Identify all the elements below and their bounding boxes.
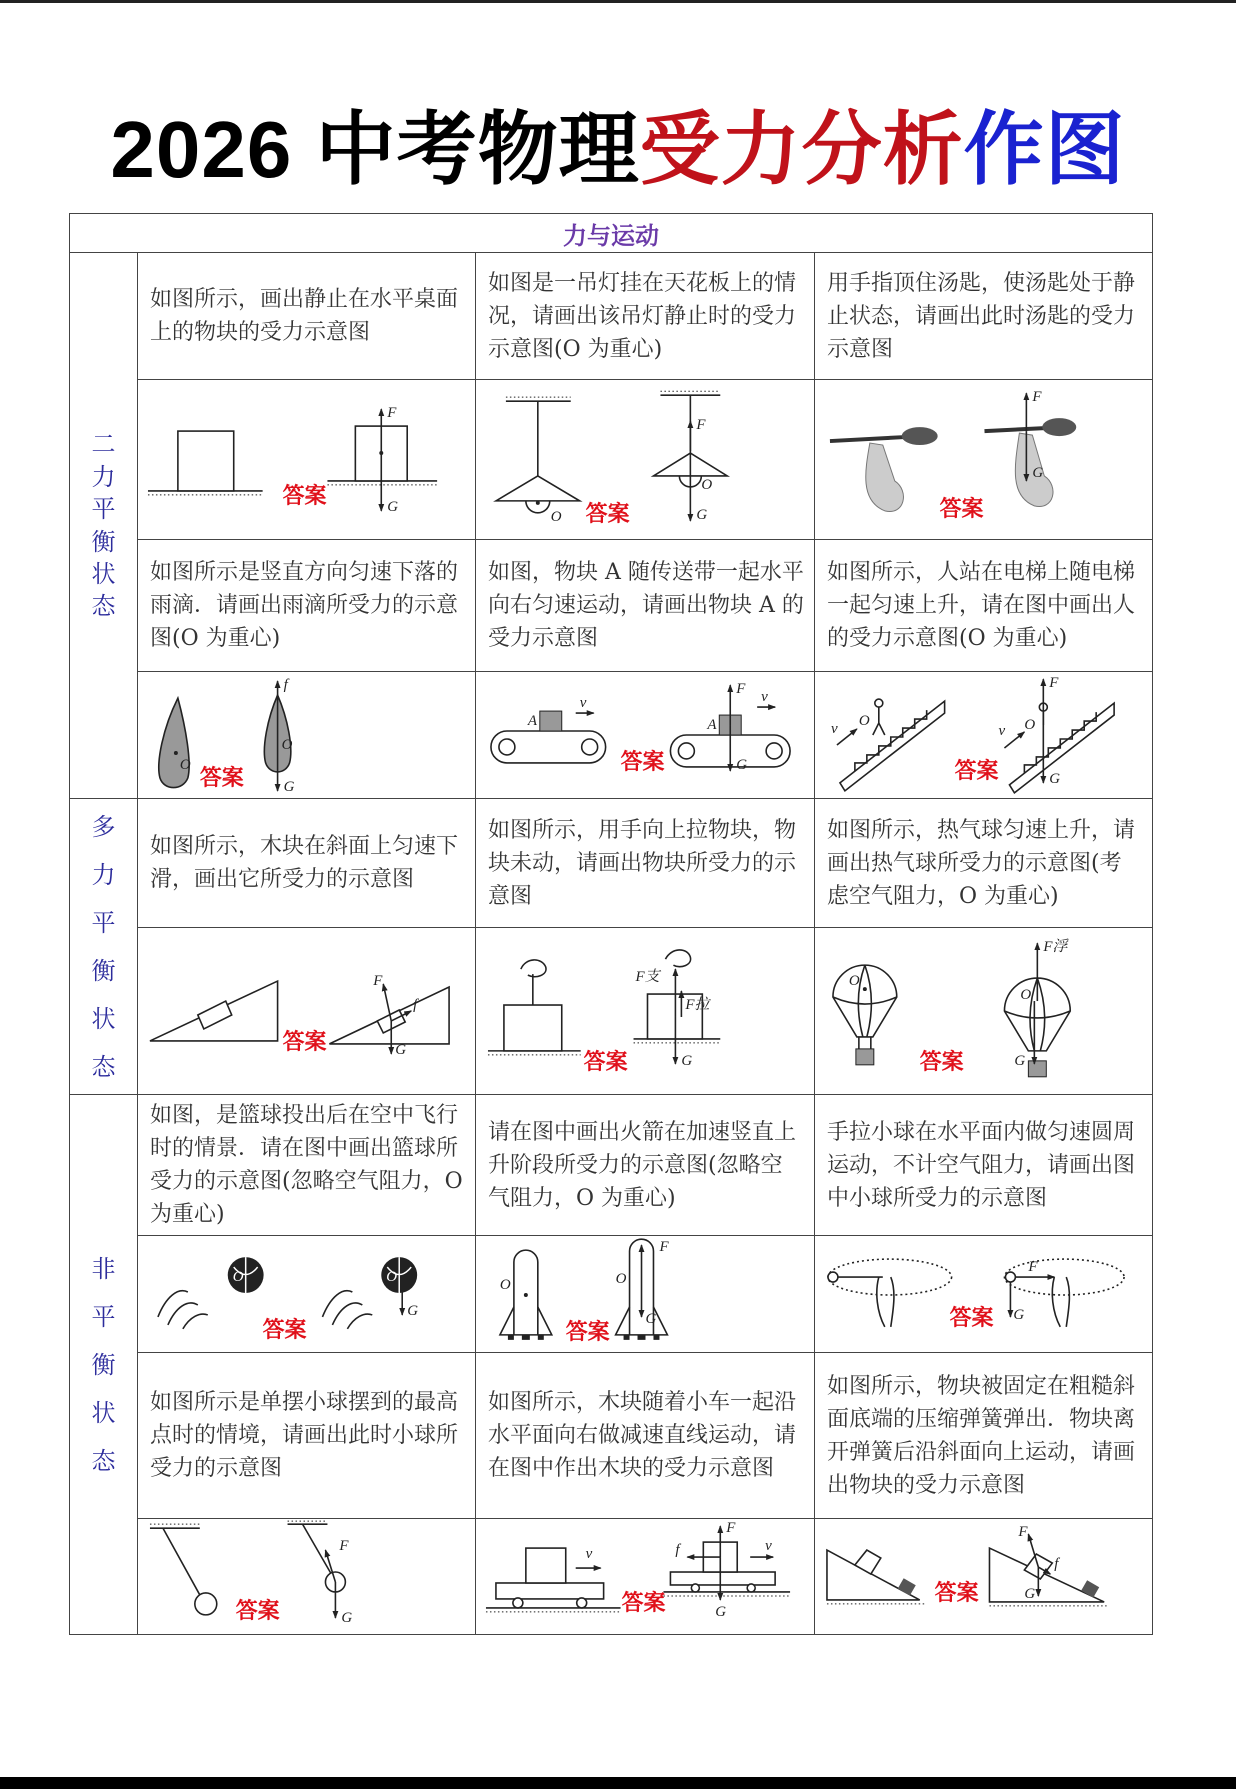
category-label: 多力平衡状态 [91,812,116,1081]
force-label: F [373,972,383,989]
category-label: 非平衡状态 [91,1254,116,1475]
force-label: F [726,1519,736,1536]
force-label: G [715,1603,727,1620]
force-label: f [1054,1555,1059,1572]
force-label: G [407,1302,418,1319]
answer-label: 答案 [620,749,665,775]
category-multi-force-balance [70,799,138,1095]
center-label: O [1020,986,1032,1003]
center-label: O [848,972,860,989]
center-label: O [179,756,191,773]
center-label: O [701,476,713,493]
force-label: G [1049,770,1061,787]
force-label: G [645,1310,657,1327]
figure-basketball [138,1236,476,1353]
force-label: F [696,416,706,433]
figure-circular-motion-ball [815,1236,1153,1353]
force-label: F [736,680,746,697]
velocity-label: v [765,1537,772,1554]
force-label: G [696,506,708,523]
bottom-border [0,1777,1236,1789]
force-label: G [387,498,399,515]
force-analysis-table [69,213,1153,1635]
answer-label: 答案 [262,1317,307,1343]
figure-conveyor-belt [476,672,815,799]
force-label: F [1028,1258,1038,1275]
question-cell: 如图，物块 A 随传送带一起水平向右匀速运动，请画出物块 A 的受力示意图 [476,540,815,672]
answer-label: 答案 [939,496,984,522]
figure-hot-air-balloon [815,928,1153,1095]
force-label: F [659,1238,669,1255]
category-two-force-balance [70,253,138,799]
force-label: G [395,1041,407,1058]
question-cell: 如图所示，人站在电梯上随电梯一起匀速上升，请在图中画出人的受力示意图(O 为重心) [815,540,1153,672]
answer-label: 答案 [235,1598,280,1624]
question-cell: 如图所示，物块被固定在粗糙斜面底端的压缩弹簧弹出．物块离开弹簧后沿斜面向上运动，请画出物块的受力示意图 [815,1353,1153,1519]
table-header: 力与运动 [70,214,1153,253]
force-label: F [1049,674,1059,691]
page-title [0,102,1236,198]
force-label: F浮 [1043,938,1068,955]
figure-escalator [815,672,1153,799]
force-label: F拉 [685,996,710,1013]
force-label: G [1024,1585,1036,1602]
center-label: O [550,508,562,525]
velocity-label: v [761,688,768,705]
center-label: O [1024,716,1036,733]
question-cell: 手拉小球在水平面内做匀速圆周运动，不计空气阻力，请画出图中小球所受力的示意图 [815,1095,1153,1236]
answer-label: 答案 [919,1049,964,1075]
center-label: O [386,1268,398,1285]
force-label: F [1032,388,1042,405]
figure-hand-pulling-block [476,928,815,1095]
answer-label: 答案 [282,1029,327,1055]
figure-spring-incline [815,1519,1153,1635]
answer-label: 答案 [199,765,244,791]
question-cell: 如图，是篮球投出后在空中飞行时的情景．请在图中画出篮球所受力的示意图(忽略空气阻力，O 为重心) [138,1095,476,1236]
force-label: G [681,1052,693,1069]
force-label: F [339,1537,349,1554]
question-cell: 请在图中画出火箭在加速竖直上升阶段所受力的示意图(忽略空气阻力，O 为重心) [476,1095,815,1236]
question-cell: 如图所示是竖直方向匀速下落的雨滴．请画出雨滴所受力的示意图(O 为重心) [138,540,476,672]
question-cell: 如图所示，木块在斜面上匀速下滑，画出它所受力的示意图 [138,799,476,928]
answer-label: 答案 [585,501,630,527]
force-label: G [283,778,295,795]
question-cell: 如图所示，热气球匀速上升，请画出热气球所受力的示意图(考虑空气阻力，O 为重心) [815,799,1153,928]
question-cell: 用手指顶住汤匙，使汤匙处于静止状态，请画出此时汤匙的受力示意图 [815,253,1153,380]
force-label: F [1018,1523,1028,1540]
answer-label: 答案 [949,1305,994,1331]
question-cell: 如图所示，画出静止在水平桌面上的物块的受力示意图 [138,253,476,380]
figure-rocket [476,1236,815,1353]
figure-block-on-incline [138,928,476,1095]
block-label: A [527,712,537,729]
force-label: f [283,676,288,693]
answer-label: 答案 [934,1580,979,1606]
figure-spoon-on-finger [815,380,1153,540]
title-part-2: 受力分析 [639,103,964,196]
velocity-label: v [830,720,838,737]
question-cell: 如图是一吊灯挂在天花板上的情况，请画出该吊灯静止时的受力示意图(O 为重心) [476,253,815,380]
answer-label: 答案 [583,1049,628,1075]
force-label: F [387,404,397,421]
figure-pendulum [138,1519,476,1635]
center-label: O [281,736,293,753]
figure-block-on-table [138,380,476,540]
force-label: G [1014,1052,1026,1069]
title-part-3: 作图 [963,103,1126,196]
figure-raindrop [138,672,476,799]
answer-label: 答案 [954,758,999,784]
force-label: F支 [635,968,660,985]
velocity-label: v [998,722,1006,739]
question-cell: 如图所示是单摆小球摆到的最高点时的情境，请画出此时小球所受力的示意图 [138,1353,476,1519]
center-label: O [232,1268,244,1285]
force-label: G [341,1609,353,1626]
category-non-balance [70,1095,138,1635]
top-border [0,0,1236,3]
answer-label: 答案 [565,1319,610,1345]
question-cell: 如图所示，用手向上拉物块，物块未动，请画出物块所受力的示意图 [476,799,815,928]
center-label: O [499,1276,511,1293]
answer-label: 答案 [621,1590,666,1616]
force-label: G [736,756,748,773]
force-label: G [1032,464,1044,481]
question-cell: 如图所示，木块随着小车一起沿水平面向右做减速直线运动，请在图中作出木块的受力示意图 [476,1353,815,1519]
velocity-label: v [579,694,587,711]
center-label: O [615,1270,627,1287]
block-label: A [707,716,717,733]
center-label: O [858,712,870,729]
velocity-label: v [585,1545,593,1562]
category-label: 二力平衡状态 [91,430,116,621]
figure-hanging-lamp [476,380,815,540]
figure-block-on-cart [476,1519,815,1635]
force-label: f [413,996,418,1013]
answer-label: 答案 [282,483,327,509]
force-label: G [1013,1306,1025,1323]
force-label: f [675,1541,680,1558]
title-part-1: 2026 中考物理 [110,105,640,194]
